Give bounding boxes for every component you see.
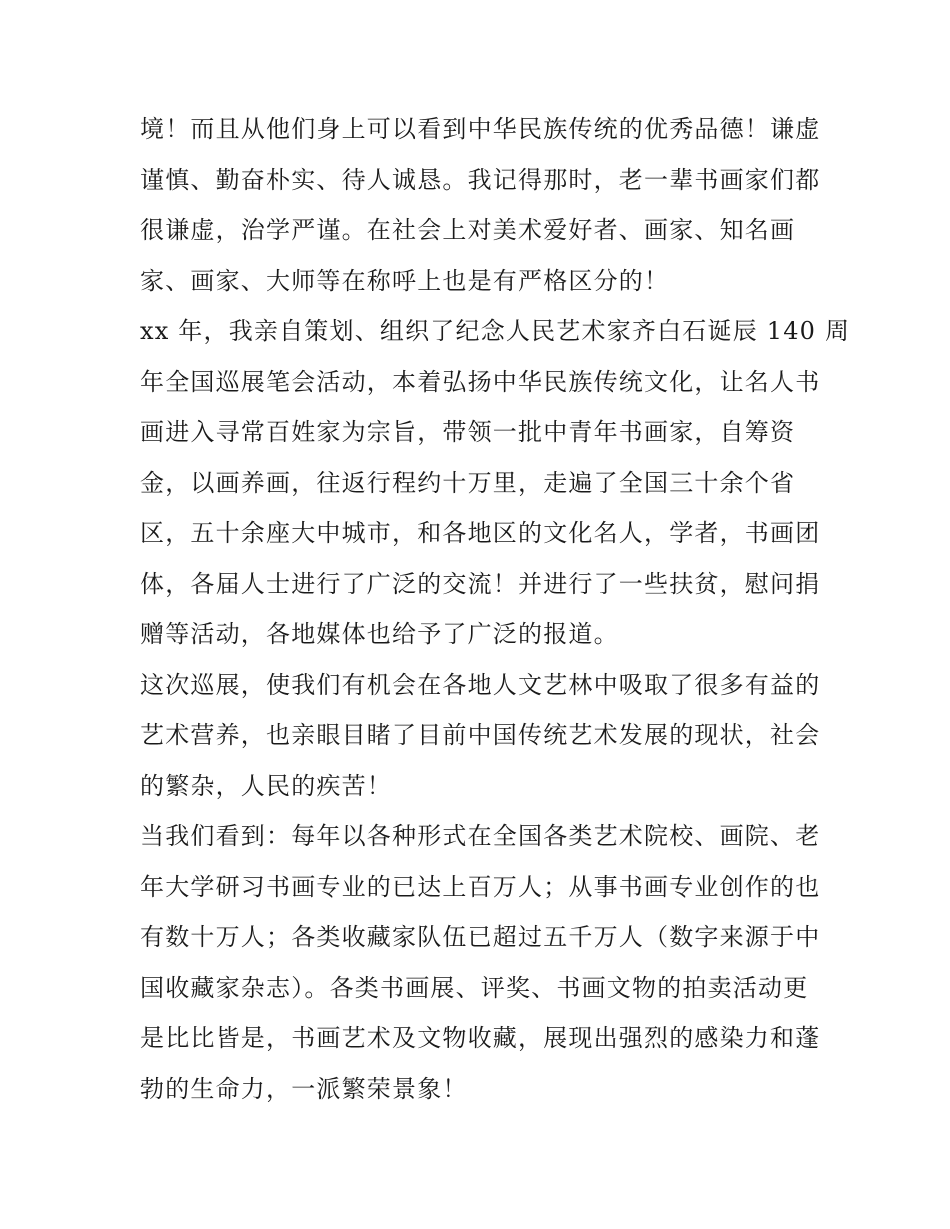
text-line: xx 年，我亲自策划、组织了纪念人民艺术家齐白石诞辰 140 周 [140, 317, 851, 345]
text-line: 画进入寻常百姓家为宗旨，带领一批中青年书画家，自筹资 [140, 418, 796, 446]
text-line: 很谦虚，治学严谨。在社会上对美术爱好者、画家、知名画 [140, 216, 796, 244]
text-line: 当我们看到：每年以各种形式在全国各类艺术院校、画院、老 [140, 822, 821, 850]
text-line: 赠等活动，各地媒体也给予了广泛的报道。 [140, 620, 619, 648]
text-line: 金，以画养画，往返行程约十万里，走遍了全国三十余个省 [140, 468, 796, 497]
text-line: 年全国巡展笔会活动，本着弘扬中华民族传统文化，让名人书 [140, 367, 821, 396]
text-line: 年大学研习书画专业的已达上百万人；从事书画专业创作的也 [140, 872, 821, 901]
text-line: 的繁杂，人民的疾苦！ [140, 771, 392, 800]
text-line: 区，五十余座大中城市，和各地区的文化名人，学者，书画团 [140, 519, 821, 547]
text-line: 这次巡展，使我们有机会在各地人文艺林中吸取了很多有益的 [140, 670, 821, 699]
text-line: 境！而且从他们身上可以看到中华民族传统的优秀品德！谦虚 [140, 115, 821, 143]
text-line: 勃的生命力，一派繁荣景象！ [140, 1074, 468, 1103]
text-line: 谨慎、勤奋朴实、待人诚恳。我记得那时，老一辈书画家们都 [140, 165, 821, 194]
document-body [140, 104, 851, 1114]
text-line: 有数十万人；各类收藏家队伍已超过五千万人（数字来源于中 [140, 923, 821, 951]
text-line: 是比比皆是，书画艺术及文物收藏，展现出强烈的感染力和蓬 [140, 1024, 821, 1052]
text-line: 体，各届人士进行了广泛的交流！并进行了一些扶贫，慰问捐 [140, 569, 821, 598]
text-line: 艺术营养，也亲眼目睹了目前中国传统艺术发展的现状，社会 [140, 721, 821, 749]
text-line: 家、画家、大师等在称呼上也是有严格区分的！ [140, 266, 670, 295]
text-line: 国收藏家杂志）。各类书画展、评奖、书画文物的拍卖活动更 [140, 973, 809, 1002]
